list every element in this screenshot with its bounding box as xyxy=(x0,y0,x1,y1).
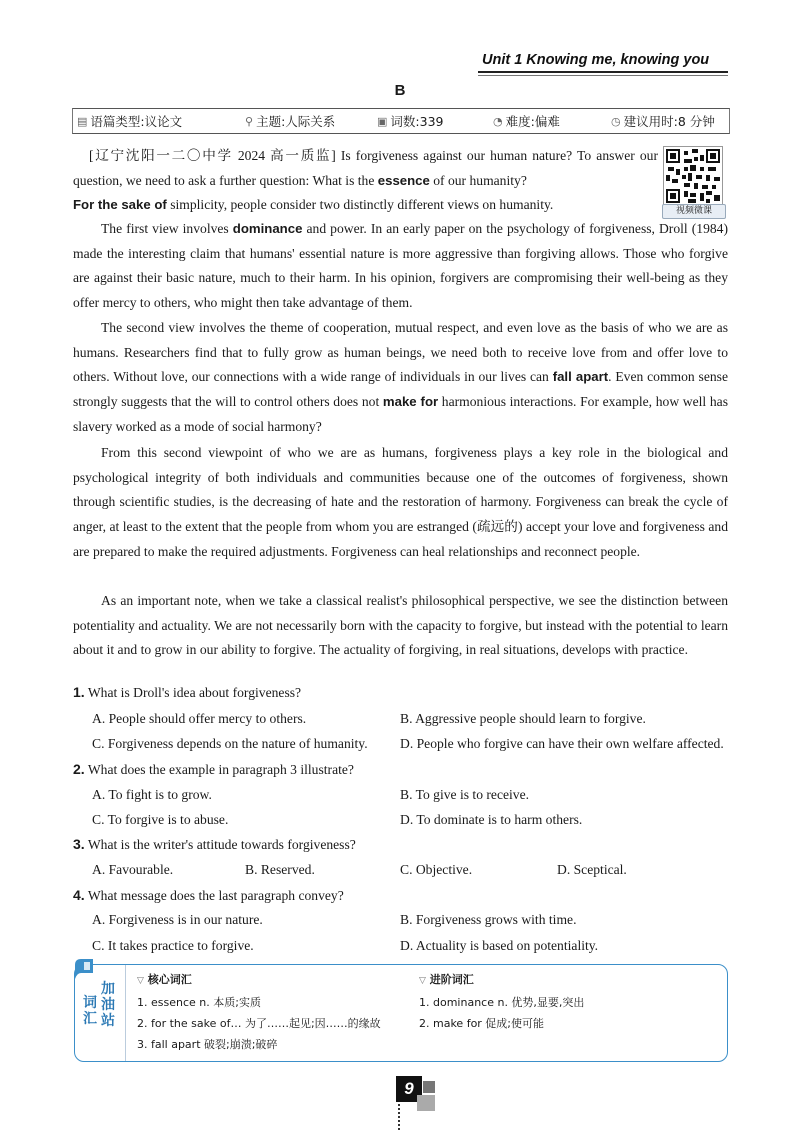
p3-text-a: The second view involves the theme of cooperation, mutual respect, and even love as the basis of who we are as humans. Researchers find that to fully grow as human beings, we need both to receive love from and offer love to others. Without love, our connections with a wide range of individuals in our lives can xyxy=(73,320,728,385)
p5-text: As an important note, when we take a classical realist's philosophical perspective, we see the distinction between potentiality and actuality. We are not necessarily born with the capacity to forgive, but instead with the potential to learn about it and to grow in our ability to forgive. The actuality of forgiving, in real situations, develops with practice. xyxy=(73,593,728,658)
paragraph-1 xyxy=(73,144,658,193)
q3-option-d[interactable]: D. Sceptical. xyxy=(557,862,627,877)
document-icon: ▤ xyxy=(77,114,88,128)
theme-text: 主题:人际关系 xyxy=(256,114,336,129)
q1-option-c[interactable]: C. Forgiveness depends on the nature of humanity. xyxy=(92,736,368,751)
p2-text-a: The first view involves xyxy=(101,221,233,236)
q1-option-a[interactable]: A. People should offer mercy to others. xyxy=(92,711,307,726)
genre-text: 语篇类型:议论文 xyxy=(90,114,183,129)
theme-info xyxy=(245,112,335,130)
q2-option-b[interactable]: B. To give is to receive. xyxy=(400,787,530,802)
q1-option-b[interactable]: B. Aggressive people should learn to forgive. xyxy=(400,711,646,726)
header-rule xyxy=(478,71,728,73)
p4-text: From this second viewpoint of who we are as humans, forgiveness plays a key role in the biological and psychological integrity of both individuals and communities because one of the outcomes of forgiveness, shown through scientific studies, is the decreasing of hate and the restoration of harmony. Forgiveness can break the cycle of anger, at least to the extent that the people from whom you are estranged (疏远的) accept your love and forgiveness and are prepared to make the required adjustments. Forgiveness can heal relationships and reconnect people. xyxy=(73,445,728,559)
question-text: What is the writer's attitude towards forgiveness? xyxy=(84,837,356,852)
question-number: 1. xyxy=(73,684,85,700)
decorative-square xyxy=(417,1095,435,1111)
advanced-vocab-heading: 进阶词汇 xyxy=(429,973,474,986)
q2-option-a[interactable]: A. To fight is to grow. xyxy=(92,787,212,802)
question-1 xyxy=(73,684,733,701)
passage-info-bar xyxy=(72,108,730,134)
q2-option-c[interactable]: C. To forgive is to abuse. xyxy=(92,812,229,827)
advanced-vocab-column xyxy=(419,971,584,1034)
q2-option-d[interactable]: D. To dominate is to harm others. xyxy=(400,812,583,827)
question-text: What does the example in paragraph 3 illustrate? xyxy=(84,762,354,777)
time-text: 建议用时:8 分钟 xyxy=(623,114,715,129)
triangle-down-icon: ▽ xyxy=(419,976,426,986)
vocab-title-vertical-2: 加油站 xyxy=(101,981,115,1029)
vocab-station-box xyxy=(74,964,728,1062)
paragraph-3 xyxy=(73,316,728,440)
paragraph-2 xyxy=(73,217,728,316)
p3-text-b: . Even common sense strongly suggests that the will to control others does not xyxy=(73,369,729,410)
advanced-vocab-item: 2. make for 促成;使可能 xyxy=(419,1017,545,1030)
paragraph-5 xyxy=(73,589,728,663)
p1-text-c: simplicity, people consider two distinctly different views on humanity. xyxy=(166,197,554,212)
core-vocab-heading: 核心词汇 xyxy=(147,973,192,986)
question-number: 4. xyxy=(73,887,85,903)
unit-header: Unit 1 Knowing me, knowing you xyxy=(482,52,710,68)
decorative-square xyxy=(423,1081,435,1093)
q4-option-a[interactable]: A. Forgiveness is in our nature. xyxy=(92,912,263,927)
search-icon: ⚲ xyxy=(245,114,254,128)
question-4 xyxy=(73,887,733,904)
p1-text-b: of our humanity? xyxy=(429,172,527,188)
vocab-for-the-sake-of: For the sake of xyxy=(73,197,167,212)
time-info xyxy=(611,112,715,130)
vocab-sidebar xyxy=(75,965,126,1061)
question-text: What is Droll's idea about forgiveness? xyxy=(84,685,302,700)
section-letter: B xyxy=(394,82,406,99)
flag-icon xyxy=(73,957,95,981)
q4-option-b[interactable]: B. Forgiveness grows with time. xyxy=(400,912,577,927)
difficulty-info xyxy=(493,112,560,130)
triangle-down-icon: ▽ xyxy=(137,976,144,986)
q1-option-d[interactable]: D. People who forgive can have their own welfare affected. xyxy=(400,736,724,751)
core-vocab-item: 2. for the sake of… 为了……起见;因……的缘故 xyxy=(137,1017,381,1030)
core-vocab-item: 3. fall apart 破裂;崩溃;破碎 xyxy=(137,1038,278,1051)
question-number: 3. xyxy=(73,836,85,852)
q3-option-a[interactable]: A. Favourable. xyxy=(92,862,174,877)
gauge-icon: ◔ xyxy=(493,114,503,128)
difficulty-text: 难度:偏难 xyxy=(505,114,560,129)
q4-option-d[interactable]: D. Actuality is based on potentiality. xyxy=(400,938,599,953)
vocab-dominance: dominance xyxy=(232,221,303,236)
page-number: 9 xyxy=(396,1076,422,1102)
p1-text: [辽宁沈阳一二〇中学 2024 高一质监] Is forgiveness against our human nature? To answer our question, we need to ask a further question: What is the xyxy=(73,148,658,188)
core-vocab-column xyxy=(137,971,381,1055)
book-icon: ▣ xyxy=(377,114,388,128)
advanced-vocab-item: 1. dominance n. 优势,显要,突出 xyxy=(419,996,585,1009)
question-2 xyxy=(73,761,733,778)
vocab-title-vertical-1: 词汇 xyxy=(83,995,97,1027)
video-lesson-label[interactable]: 视频微课 xyxy=(662,204,726,219)
question-3 xyxy=(73,836,733,853)
q3-option-b[interactable]: B. Reserved. xyxy=(245,862,315,877)
decorative-dotted-line xyxy=(398,1104,404,1130)
vocab-fall-apart: fall apart xyxy=(552,369,609,385)
header-rule-thin xyxy=(478,75,728,76)
question-number: 2. xyxy=(73,761,85,777)
vocab-make-for: make for xyxy=(382,394,439,410)
word-count-text: 词数:339 xyxy=(390,114,444,129)
p3-text-c: harmonious interactions. For example, how well has slavery worked as a mode of social harmony? xyxy=(73,394,728,434)
word-count-info xyxy=(377,112,443,130)
core-vocab-item: 1. essence n. 本质;实质 xyxy=(137,996,261,1009)
q3-option-c[interactable]: C. Objective. xyxy=(400,862,473,877)
q4-option-c[interactable]: C. It takes practice to forgive. xyxy=(92,938,254,953)
vocab-essence: essence xyxy=(377,172,430,188)
question-text: What message does the last paragraph convey? xyxy=(84,888,344,903)
clock-icon: ◷ xyxy=(611,114,621,128)
p2-text-b: and power. In an early paper on the psychology of forgiveness, Droll (1984) made the interesting claim that humans' essential nature is more aggressive than forgiving allows. Those who forgive are against their basic nature, much to their harm. In his opinion, forgivers are compromising their well-being as they offer mercy to others, who might then take advantage of them. xyxy=(73,221,728,311)
genre-info xyxy=(77,112,182,130)
paragraph-1-cont xyxy=(73,193,728,218)
paragraph-4 xyxy=(73,441,728,565)
